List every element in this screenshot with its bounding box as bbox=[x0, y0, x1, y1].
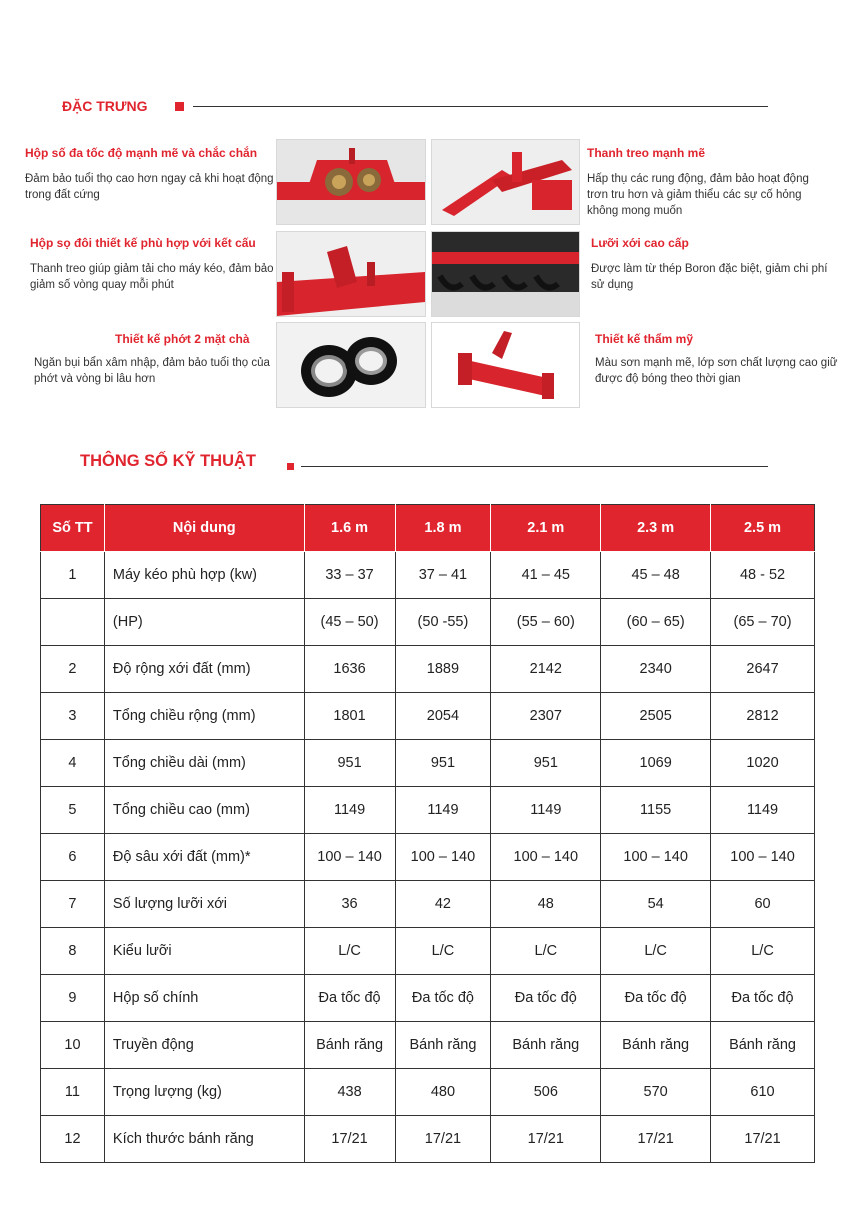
feature-title-aesthetic: Thiết kế thẩm mỹ bbox=[595, 332, 694, 346]
cell-content: (HP) bbox=[104, 599, 304, 646]
title-rule bbox=[193, 106, 769, 107]
cell-2-1m: 951 bbox=[491, 740, 601, 787]
cell-content: Truyền động bbox=[104, 1022, 304, 1069]
cell-2-1m: L/C bbox=[491, 928, 601, 975]
cell-2-3m: 100 – 140 bbox=[601, 834, 711, 881]
cell-2-1m: 2142 bbox=[491, 646, 601, 693]
feature-title-blades: Lưỡi xới cao cấp bbox=[591, 236, 689, 250]
table-row bbox=[41, 646, 815, 693]
col-header-no: Số TT bbox=[41, 505, 105, 552]
cell-no: 10 bbox=[41, 1022, 105, 1069]
cell-2-3m: 45 – 48 bbox=[601, 552, 711, 599]
cell-1-6m: Bánh răng bbox=[304, 1022, 395, 1069]
cell-2-1m: 1149 bbox=[491, 787, 601, 834]
feature-desc-frame: Thanh treo giúp giảm tải cho máy kéo, đảm bảo giảm số vòng quay mỗi phút bbox=[30, 263, 274, 291]
feature-title-frame: Hộp sọ đôi thiết kế phù hợp với kết cấu bbox=[30, 236, 256, 250]
cell-2-5m: 2812 bbox=[711, 693, 815, 740]
feature-desc-hitch: Hấp thụ các rung động, đảm bảo hoạt động trơn tru hơn và giảm thiểu các sự cố hỏng không mong muốn bbox=[587, 173, 809, 217]
cell-content: Máy kéo phù hợp (kw) bbox=[104, 552, 304, 599]
cell-1-8m: 1889 bbox=[395, 646, 491, 693]
cell-2-3m: 2505 bbox=[601, 693, 711, 740]
table-row bbox=[41, 599, 815, 646]
cell-content: Độ rộng xới đất (mm) bbox=[104, 646, 304, 693]
rotavator-photo bbox=[431, 322, 580, 408]
feature-desc-seal: Ngăn bụi bẩn xâm nhập, đảm bảo tuổi thọ của phớt và vòng bi lâu hơn bbox=[34, 357, 270, 385]
blades-photo bbox=[431, 231, 580, 317]
cell-2-5m: Đa tốc độ bbox=[711, 975, 815, 1022]
cell-2-3m: 17/21 bbox=[601, 1116, 711, 1163]
cell-1-6m: 438 bbox=[304, 1069, 395, 1116]
cell-2-1m: 506 bbox=[491, 1069, 601, 1116]
cell-1-8m: 37 – 41 bbox=[395, 552, 491, 599]
cell-2-5m: 48 - 52 bbox=[711, 552, 815, 599]
cell-content: Tổng chiều rộng (mm) bbox=[104, 693, 304, 740]
cell-2-1m: 48 bbox=[491, 881, 601, 928]
cell-1-6m: 33 – 37 bbox=[304, 552, 395, 599]
cell-2-3m: 2340 bbox=[601, 646, 711, 693]
cell-2-3m: L/C bbox=[601, 928, 711, 975]
cell-1-6m: 1149 bbox=[304, 787, 395, 834]
cell-1-8m: 100 – 140 bbox=[395, 834, 491, 881]
table-row bbox=[41, 740, 815, 787]
cell-1-6m: 1636 bbox=[304, 646, 395, 693]
cell-2-3m: Đa tốc độ bbox=[601, 975, 711, 1022]
cell-2-1m: Đa tốc độ bbox=[491, 975, 601, 1022]
cell-2-1m: 17/21 bbox=[491, 1116, 601, 1163]
cell-1-6m: 36 bbox=[304, 881, 395, 928]
cell-no: 4 bbox=[41, 740, 105, 787]
cell-2-5m: 1149 bbox=[711, 787, 815, 834]
cell-2-1m: 100 – 140 bbox=[491, 834, 601, 881]
col-header-2-1m: 2.1 m bbox=[491, 505, 601, 552]
title-marker-square bbox=[287, 463, 294, 470]
spec-section-title: THÔNG SỐ KỸ THUẬT bbox=[80, 452, 256, 470]
table-row bbox=[41, 693, 815, 740]
cell-no: 5 bbox=[41, 787, 105, 834]
cell-no: 9 bbox=[41, 975, 105, 1022]
feature-desc-blades: Được làm từ thép Boron đặc biệt, giảm chi phí sử dụng bbox=[591, 263, 828, 291]
cell-1-8m: (50 -55) bbox=[395, 599, 491, 646]
feature-desc-gearbox: Đảm bảo tuổi thọ cao hơn ngay cả khi hoạt động trong đất cứng bbox=[25, 173, 274, 201]
col-header-1-8m: 1.8 m bbox=[395, 505, 491, 552]
cell-no: 3 bbox=[41, 693, 105, 740]
cell-no bbox=[41, 599, 105, 646]
table-row bbox=[41, 1069, 815, 1116]
cell-1-8m: 17/21 bbox=[395, 1116, 491, 1163]
cell-2-1m: Bánh răng bbox=[491, 1022, 601, 1069]
table-row bbox=[41, 928, 815, 975]
cell-1-8m: Đa tốc độ bbox=[395, 975, 491, 1022]
cell-2-3m: Bánh răng bbox=[601, 1022, 711, 1069]
cell-1-8m: 2054 bbox=[395, 693, 491, 740]
cell-no: 8 bbox=[41, 928, 105, 975]
cell-2-5m: 17/21 bbox=[711, 1116, 815, 1163]
cell-2-3m: (60 – 65) bbox=[601, 599, 711, 646]
features-section-title: ĐẶC TRƯNG bbox=[62, 98, 148, 114]
cell-no: 7 bbox=[41, 881, 105, 928]
col-header-2-5m: 2.5 m bbox=[711, 505, 815, 552]
cell-content: Độ sâu xới đất (mm)* bbox=[104, 834, 304, 881]
table-header-row bbox=[41, 505, 815, 552]
cell-2-3m: 570 bbox=[601, 1069, 711, 1116]
table-row bbox=[41, 834, 815, 881]
cell-2-5m: 60 bbox=[711, 881, 815, 928]
hitch-photo bbox=[431, 139, 580, 225]
cell-1-6m: (45 – 50) bbox=[304, 599, 395, 646]
cell-2-5m: 2647 bbox=[711, 646, 815, 693]
cell-no: 6 bbox=[41, 834, 105, 881]
cell-2-5m: Bánh răng bbox=[711, 1022, 815, 1069]
table-row bbox=[41, 975, 815, 1022]
cell-1-8m: Bánh răng bbox=[395, 1022, 491, 1069]
cell-no: 2 bbox=[41, 646, 105, 693]
cell-no: 12 bbox=[41, 1116, 105, 1163]
cell-1-6m: 951 bbox=[304, 740, 395, 787]
table-row bbox=[41, 1022, 815, 1069]
seal-photo bbox=[276, 322, 426, 408]
cell-1-6m: Đa tốc độ bbox=[304, 975, 395, 1022]
cell-2-5m: 610 bbox=[711, 1069, 815, 1116]
title-marker-square bbox=[175, 102, 184, 111]
feature-desc-aesthetic: Màu sơn mạnh mẽ, lớp sơn chất lượng cao giữ được độ bóng theo thời gian bbox=[595, 357, 838, 385]
col-header-1-6m: 1.6 m bbox=[304, 505, 395, 552]
table-row bbox=[41, 1116, 815, 1163]
cell-2-1m: 2307 bbox=[491, 693, 601, 740]
cell-2-5m: L/C bbox=[711, 928, 815, 975]
title-rule bbox=[301, 466, 768, 467]
cell-content: Trọng lượng (kg) bbox=[104, 1069, 304, 1116]
spec-section-header bbox=[80, 452, 768, 471]
cell-2-5m: 100 – 140 bbox=[711, 834, 815, 881]
cell-2-3m: 54 bbox=[601, 881, 711, 928]
col-header-2-3m: 2.3 m bbox=[601, 505, 711, 552]
cell-no: 11 bbox=[41, 1069, 105, 1116]
cell-1-6m: 1801 bbox=[304, 693, 395, 740]
cell-2-5m: (65 – 70) bbox=[711, 599, 815, 646]
cell-no: 1 bbox=[41, 552, 105, 599]
cell-1-8m: 42 bbox=[395, 881, 491, 928]
cell-content: Kiểu lưỡi bbox=[104, 928, 304, 975]
cell-1-6m: L/C bbox=[304, 928, 395, 975]
cell-1-8m: 1149 bbox=[395, 787, 491, 834]
cell-1-8m: 951 bbox=[395, 740, 491, 787]
cell-2-1m: (55 – 60) bbox=[491, 599, 601, 646]
cell-2-5m: 1020 bbox=[711, 740, 815, 787]
gearbox-photo bbox=[276, 139, 426, 225]
cell-content: Hộp số chính bbox=[104, 975, 304, 1022]
cell-1-6m: 100 – 140 bbox=[304, 834, 395, 881]
cell-2-3m: 1155 bbox=[601, 787, 711, 834]
col-header-content: Nội dung bbox=[104, 505, 304, 552]
cell-2-1m: 41 – 45 bbox=[491, 552, 601, 599]
frame-photo bbox=[276, 231, 426, 317]
spec-table bbox=[40, 504, 815, 1163]
features-section-header bbox=[62, 98, 768, 114]
table-row bbox=[41, 787, 815, 834]
cell-1-8m: L/C bbox=[395, 928, 491, 975]
cell-2-3m: 1069 bbox=[601, 740, 711, 787]
feature-title-gearbox: Hộp số đa tốc độ mạnh mẽ và chắc chắn bbox=[25, 146, 258, 160]
cell-content: Kích thước bánh răng bbox=[104, 1116, 304, 1163]
cell-content: Tổng chiều dài (mm) bbox=[104, 740, 304, 787]
cell-1-8m: 480 bbox=[395, 1069, 491, 1116]
table-row bbox=[41, 552, 815, 599]
cell-content: Tổng chiều cao (mm) bbox=[104, 787, 304, 834]
cell-content: Số lượng lưỡi xới bbox=[104, 881, 304, 928]
table-row bbox=[41, 881, 815, 928]
cell-1-6m: 17/21 bbox=[304, 1116, 395, 1163]
feature-title-seal: Thiết kế phớt 2 mặt chà bbox=[115, 332, 250, 346]
feature-title-hitch: Thanh treo mạnh mẽ bbox=[587, 146, 706, 160]
